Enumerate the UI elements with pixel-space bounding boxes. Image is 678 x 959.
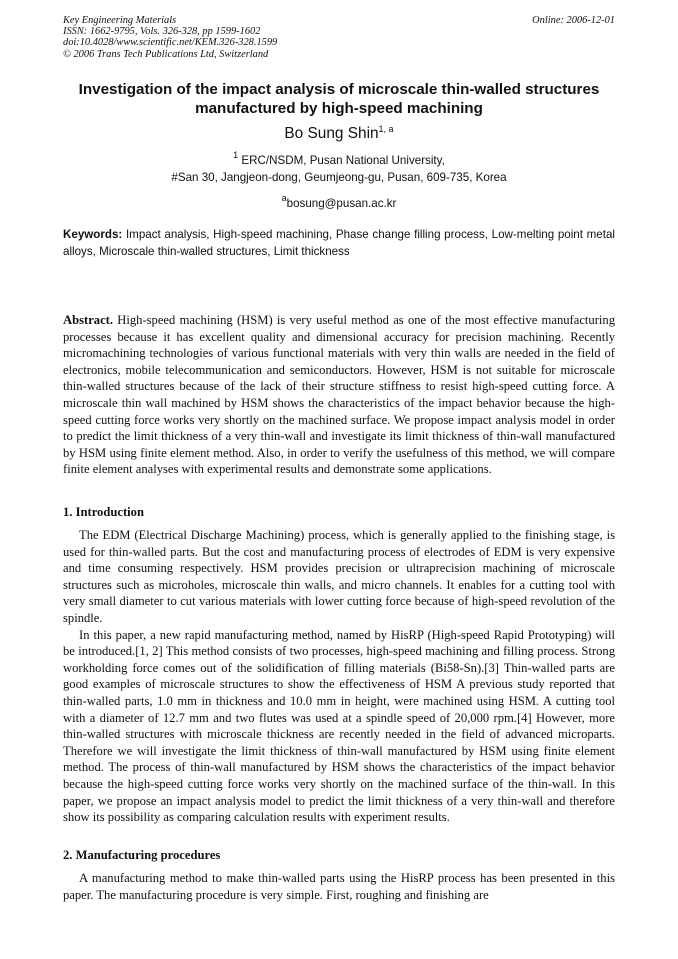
section-2-body bbox=[63, 870, 615, 903]
manufacturing-paragraph-1: A manufacturing method to make thin-walled parts using the HisRP process has been presented in this paper. The manufacturing procedure is very simple. First, roughing and finishing are bbox=[63, 871, 615, 902]
section-1-heading: 1. Introduction bbox=[63, 505, 144, 519]
keywords bbox=[63, 227, 615, 260]
section-1-body bbox=[63, 527, 615, 826]
affiliation-institution: ERC/NSDM, Pusan National University, bbox=[241, 154, 445, 167]
affiliation-line-1 bbox=[0, 150, 678, 167]
affiliation-line-2: #San 30, Jangjeon-dong, Geumjeong-gu, Pusan, 609-735, Korea bbox=[171, 171, 507, 184]
journal-doi: doi:10.4028/www.scientific.net/KEM.326-328.1599 bbox=[63, 37, 278, 49]
affiliation-email bbox=[0, 193, 678, 210]
journal-copyright: © 2006 Trans Tech Publications Ltd, Switzerland bbox=[63, 48, 269, 60]
abstract bbox=[63, 312, 615, 478]
keywords-label: Keywords: bbox=[63, 228, 123, 241]
email-superscript: a bbox=[281, 193, 287, 203]
abstract-label: Abstract. bbox=[63, 313, 114, 327]
title-line-1: Investigation of the impact analysis of microscale thin-walled structures bbox=[78, 81, 600, 98]
affiliation-superscript: 1 bbox=[233, 150, 239, 160]
paper-title bbox=[50, 81, 628, 118]
intro-paragraph-1: The EDM (Electrical Discharge Machining) process, which is generally applied to the finishing stage, is used for thin-walled parts. But the cost and manufacturing process of electrodes of EDM is very expensive and time consuming respectively. HSM provides precision or ultraprecision machining of microscale structures such as microholes, microscale thin walls, and micro channels. It enables for a cutting tool with very small diameter to cut various materials with lower cutting force because of high-speed revolution of the spindle. bbox=[63, 528, 615, 625]
section-2-heading: 2. Manufacturing procedures bbox=[63, 848, 221, 862]
author-line bbox=[0, 124, 678, 143]
journal-issn: ISSN: 1662-9795, Vols. 326-328, pp 1599-1602 bbox=[63, 26, 261, 38]
author-name: Bo Sung Shin bbox=[284, 125, 379, 142]
title-line-2: manufactured by high-speed machining bbox=[195, 99, 483, 117]
author-superscript: 1, a bbox=[378, 124, 394, 134]
keywords-text: Impact analysis, High-speed machining, Phase change filling process, Low-melting point metal alloys, Microscale thin-walled structures, Limit thickness bbox=[63, 228, 615, 258]
intro-paragraph-2: In this paper, a new rapid manufacturing method, named by HisRP (High-speed Rapid Prototyping) will be introduced.[1, 2] This method consists of two processes, high-speed machining and filling process. Strong workholding force comes out of the solidification of filling materials (Bi58-Sn).[3] Thin-walled parts are good examples of microscale structures to show the effectiveness of HSM A previous study reported that thin-walled parts, 1.0 mm in thickness and 10.0 mm in height, were machined using HSM. A cutting tool with a diameter of 12.7 mm and two flutes was used at a spindle speed of 20,000 rpm.[4] However, more thin-walled structures with microscale thickness are recently needed in the field of advanced microparts. Therefore we will investigate the limit thickness of thin-wall manufactured by HSM using finite element method. The process of thin-wall manufactured by HSM shows the characteristics of the impact behavior because the high-speed cutting force works very shortly on the machined surface of the thin-wall. In this paper, we propose an impact analysis model to predict the limit thickness of a very thin-wall and therefore show its possibility as comparing calculation results with experiment results. bbox=[63, 627, 615, 825]
online-date: Online: 2006-12-01 bbox=[532, 15, 615, 26]
abstract-text: High-speed machining (HSM) is very useful method as one of the most effective manufacturing processes because it has excellent quality and dimensional accuracy for precision machining. Recently micromachining technologies of various functional materials with very thin walls are needed in the field of electronics, mobile telecommunication and semiconductors. However, HSM is not suitable for microscale thin-walled structures because of the lack of their structure stiffness to resist high-speed cutting force. A microscale thin wall machined by HSM shows the characteristics of the impact behavior because the high-speed cutting force works very shortly on the machined surface. We propose impact analysis model in order to predict the limit thickness of a very thin-wall and investigate its limit thickness of thin-wall manufactured by HSM using finite element method. Also, in order to verify the usefulness of this method, we will compare finite element analyses with experimental results and demonstrate some applications. bbox=[63, 313, 615, 477]
journal-header bbox=[63, 15, 615, 60]
email-address: bosung@pusan.ac.kr bbox=[286, 197, 397, 210]
journal-name: Key Engineering Materials bbox=[63, 15, 177, 26]
